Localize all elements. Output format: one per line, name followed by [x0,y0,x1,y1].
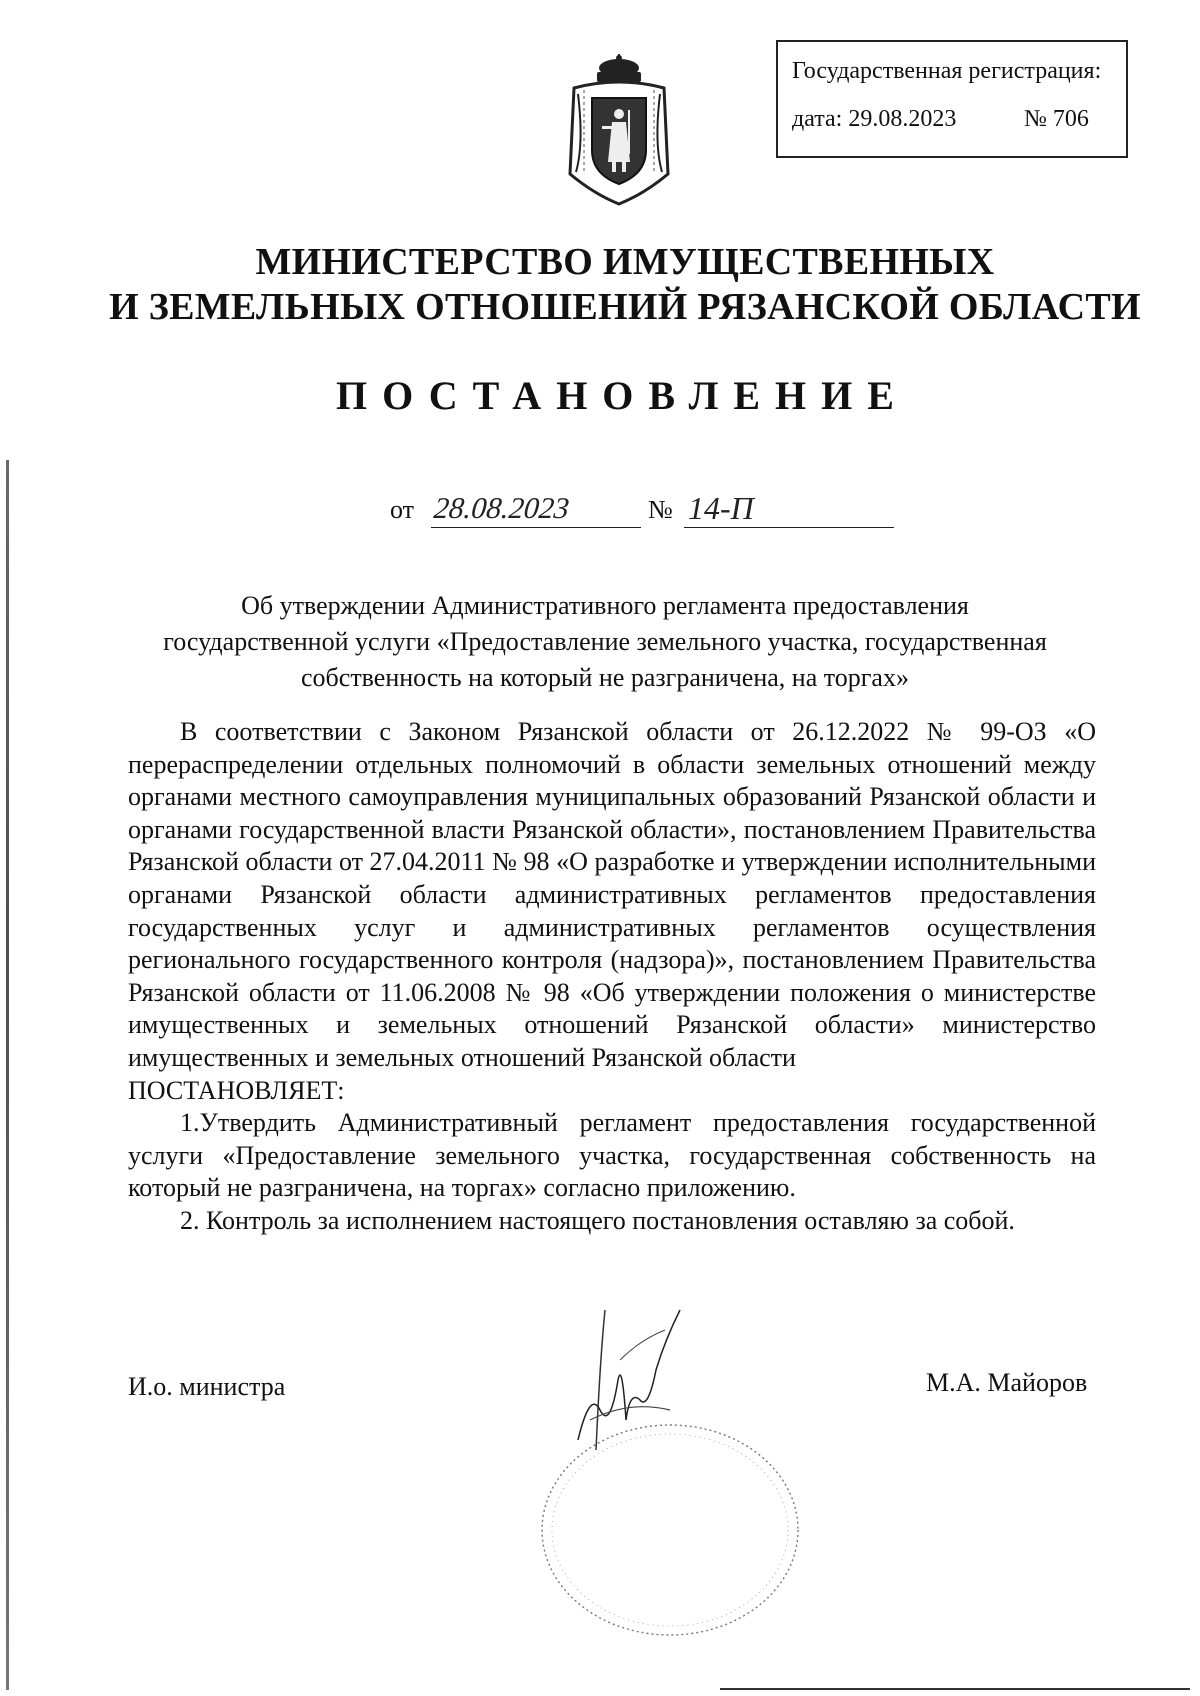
registration-box [776,40,1128,158]
issue-date-underline [431,527,641,528]
subject-line: Об утверждении Административного регламента предоставления [241,591,969,620]
issue-number-handwritten: 14-П [688,490,754,526]
handwritten-signature [570,1300,720,1460]
preamble-paragraph: В соответствии с Законом Рязанской области от 26.12.2022 № 99-ОЗ «О перераспределении отдельных полномочий в области земельных отношений между органами местного самоуправления муниципальных образований Рязанской области и органами государственной власти Рязанской области», постановлением Правительства Рязанской области от 27.04.2011 № 98 «О разработке и утверждении исполнительными органами Рязанской области административных регламентов предоставления государственных услуг и административных регламентов осуществления регионального государственного контроля (надзора)», постановлением Правительства Рязанской области от 11.06.2008 № 98 «Об утверждении положения о министерстве имущественных и земельных отношений Рязанской области» министерство имущественных и земельных отношений Рязанской области [128,717,1096,1072]
decree-word: ПОСТАНОВЛЯЕТ: [128,1075,345,1105]
subject-line: государственной услуги «Предоставление земельного участка, государственная [163,627,1047,656]
issue-number-underline [684,527,894,528]
ministry-title-line1: МИНИСТЕРСТВО ИМУЩЕСТВЕННЫХ [255,241,995,283]
scan-bottom-line [720,1688,1190,1690]
registration-number: № 706 [1024,106,1089,132]
document-body [128,716,1096,1238]
registration-title: Государственная регистрация: [792,58,1102,84]
registration-date: дата: 29.08.2023 [792,106,957,132]
issue-number-label: № [648,495,673,524]
signatory-position: И.о. министра [128,1372,286,1401]
signatory-name: М.А. Майоров [926,1368,1088,1397]
issue-date-handwritten: 28.08.2023 [432,492,571,525]
subject-line: собственность на который не разграничена, на торгах» [301,663,909,692]
document-type: ПОСТАНОВЛЕНИЕ [336,373,909,418]
document-subject [120,588,1090,696]
issue-from-label: от [390,495,415,524]
ryazan-coat-of-arms-icon [564,54,674,208]
decree-item-1: 1.Утвердить Административный регламент предоставления государственной услуги «Предоставление земельного участка, государственная собственность на который не разграничена, на торгах» согласно приложению. [128,1108,1096,1203]
scan-edge [6,460,9,1690]
decree-item-2: 2. Контроль за исполнением настоящего постановления оставляю за собой. [180,1205,1015,1235]
ministry-title-line2: И ЗЕМЕЛЬНЫХ ОТНОШЕНИЙ РЯЗАНСКОЙ ОБЛАСТИ [109,286,1141,328]
